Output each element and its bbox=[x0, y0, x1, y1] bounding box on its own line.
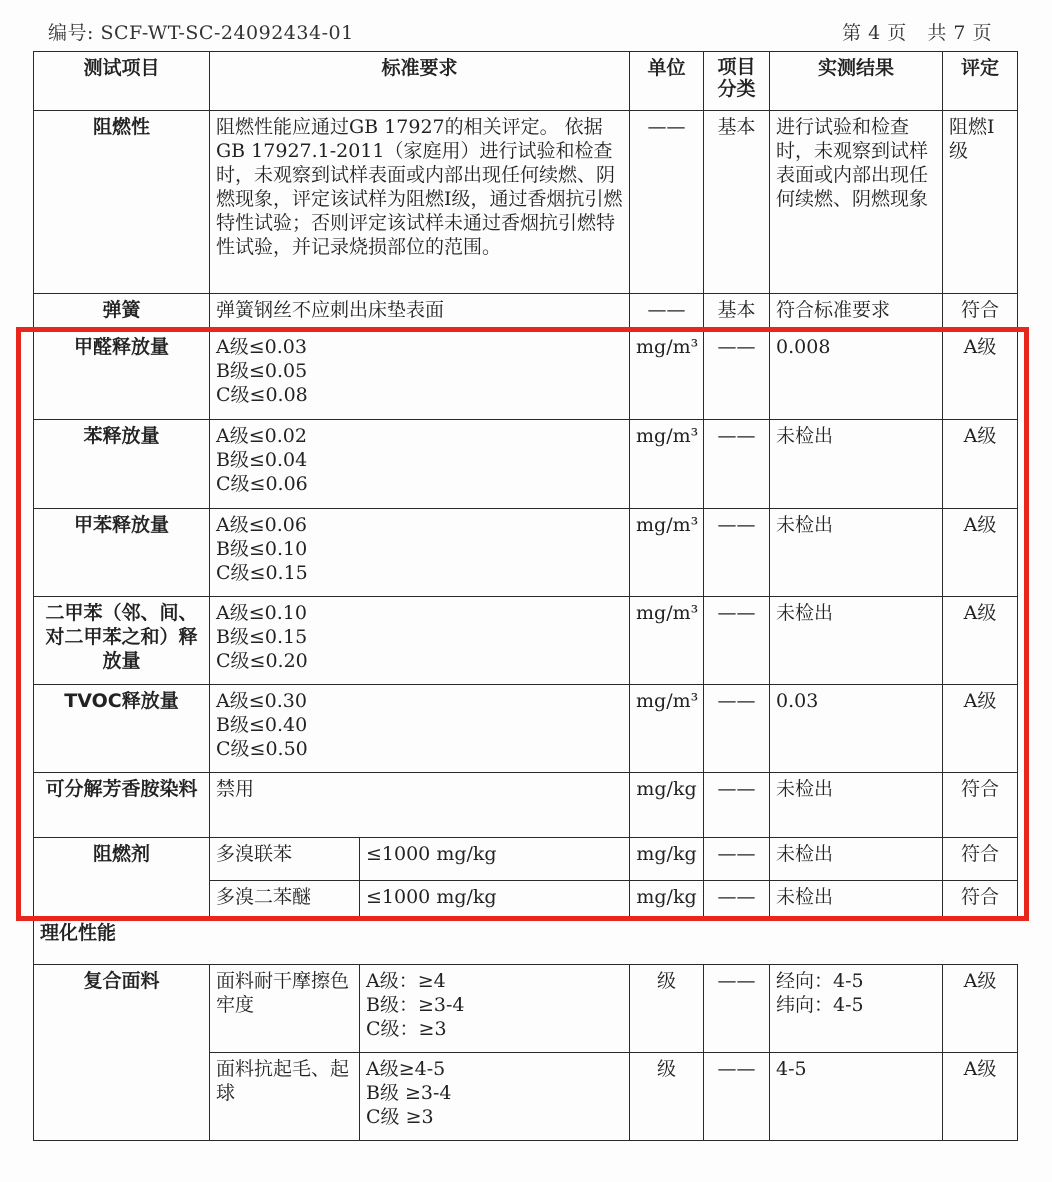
section-title: 理化性能 bbox=[34, 917, 1018, 965]
table-row bbox=[34, 838, 1018, 881]
result-cell: 未检出 bbox=[770, 509, 943, 597]
table-row bbox=[34, 965, 1018, 1053]
unit-cell: 级 bbox=[630, 965, 704, 1053]
grade-c: C级≤0.08 bbox=[216, 384, 308, 406]
verdict-cell: A级 bbox=[943, 420, 1018, 509]
sub-item-limit: ≤1000 mg/kg bbox=[360, 838, 630, 881]
table-row bbox=[34, 420, 1018, 509]
unit-cell: mg/m³ bbox=[630, 597, 704, 685]
verdict-cell: 符合 bbox=[943, 773, 1018, 838]
sub-item-limit: ≤1000 mg/kg bbox=[360, 881, 630, 917]
result-weft: 纬向：4-5 bbox=[776, 994, 864, 1016]
col-header-result: 实测结果 bbox=[770, 52, 943, 111]
sub-item-name: 面料耐干摩擦色牢度 bbox=[210, 965, 360, 1053]
result-cell: 符合标准要求 bbox=[770, 294, 943, 331]
grade-c: C级≤0.20 bbox=[216, 650, 308, 672]
unit-cell: —— bbox=[630, 294, 704, 331]
table-row bbox=[34, 111, 1018, 294]
unit-cell: mg/m³ bbox=[630, 331, 704, 420]
table-header-row bbox=[34, 52, 1018, 111]
result-cell: 进行试验和检查时，未观察到试样表面或内部出现任何续燃、阴燃现象 bbox=[770, 111, 943, 294]
grade-limits bbox=[360, 965, 630, 1053]
col-header-verdict: 评定 bbox=[943, 52, 1018, 111]
col-header-item: 测试项目 bbox=[34, 52, 210, 111]
grade-b: B级≤0.15 bbox=[216, 626, 308, 648]
grade-b: B级 ≥3-4 bbox=[366, 1082, 452, 1104]
page-total: 共 7 页 bbox=[927, 22, 992, 44]
table-row bbox=[34, 773, 1018, 838]
unit-cell: mg/kg bbox=[630, 881, 704, 917]
result-warp: 经向：4-5 bbox=[776, 970, 864, 992]
item-azo-dyes: 可分解芳香胺染料 bbox=[34, 773, 210, 838]
sub-item-name: 多溴二苯醚 bbox=[210, 881, 360, 917]
grade-c: C级≤0.15 bbox=[216, 562, 308, 584]
category-cell: —— bbox=[704, 509, 770, 597]
result-cell bbox=[770, 965, 943, 1053]
table-row bbox=[34, 331, 1018, 420]
table-row bbox=[34, 597, 1018, 685]
verdict-cell: A级 bbox=[943, 331, 1018, 420]
item-flame-retardancy: 阻燃性 bbox=[34, 111, 210, 294]
item-toluene: 甲苯释放量 bbox=[34, 509, 210, 597]
grade-a: A级≤0.02 bbox=[216, 425, 307, 447]
page-indicator bbox=[828, 18, 992, 45]
grade-b: B级≤0.05 bbox=[216, 360, 308, 382]
verdict-cell: 符合 bbox=[943, 294, 1018, 331]
grade-limits bbox=[360, 1053, 630, 1141]
result-cell: 0.03 bbox=[770, 685, 943, 773]
doc-number-label: 编号: bbox=[48, 22, 94, 44]
grade-b: B级：≥3-4 bbox=[366, 994, 465, 1016]
item-composite-fabric: 复合面料 bbox=[34, 965, 210, 1141]
verdict-cell: A级 bbox=[943, 1053, 1018, 1141]
category-cell: —— bbox=[704, 881, 770, 917]
sub-item-name: 面料抗起毛、起球 bbox=[210, 1053, 360, 1141]
grade-limits bbox=[210, 597, 630, 685]
col-header-unit: 单位 bbox=[630, 52, 704, 111]
category-cell: —— bbox=[704, 838, 770, 881]
item-benzene: 苯释放量 bbox=[34, 420, 210, 509]
item-xylene: 二甲苯（邻、间、对二甲苯之和）释放量 bbox=[34, 597, 210, 685]
result-cell: 4-5 bbox=[770, 1053, 943, 1141]
category-cell: —— bbox=[704, 331, 770, 420]
unit-cell: mg/m³ bbox=[630, 420, 704, 509]
doc-number-value: SCF-WT-SC-24092434-01 bbox=[100, 22, 354, 44]
category-cell: 基本 bbox=[704, 111, 770, 294]
test-results-table bbox=[33, 51, 1018, 1141]
category-cell: —— bbox=[704, 965, 770, 1053]
grade-limits bbox=[210, 685, 630, 773]
verdict-cell: A级 bbox=[943, 965, 1018, 1053]
requirement-text: 弹簧钢丝不应刺出床垫表面 bbox=[210, 294, 630, 331]
grade-a: A级≤0.03 bbox=[216, 336, 307, 358]
grade-limits bbox=[210, 509, 630, 597]
requirement-text: 禁用 bbox=[210, 773, 630, 838]
unit-cell: mg/m³ bbox=[630, 685, 704, 773]
unit-cell: mg/kg bbox=[630, 838, 704, 881]
verdict-cell: A级 bbox=[943, 509, 1018, 597]
grade-a: A级≤0.06 bbox=[216, 514, 307, 536]
col-header-category: 项目分类 bbox=[704, 52, 770, 111]
table-row bbox=[34, 509, 1018, 597]
item-tvoc: TVOC释放量 bbox=[34, 685, 210, 773]
grade-a: A级：≥4 bbox=[366, 970, 446, 992]
category-cell: —— bbox=[704, 420, 770, 509]
verdict-cell: A级 bbox=[943, 685, 1018, 773]
verdict-cell: 符合 bbox=[943, 881, 1018, 917]
result-cell: 未检出 bbox=[770, 420, 943, 509]
grade-c: C级≤0.50 bbox=[216, 738, 308, 760]
category-cell: 基本 bbox=[704, 294, 770, 331]
item-spring: 弹簧 bbox=[34, 294, 210, 331]
result-cell: 未检出 bbox=[770, 838, 943, 881]
verdict-cell: 阻燃Ⅰ级 bbox=[943, 111, 1018, 294]
grade-a: A级≤0.10 bbox=[216, 602, 307, 624]
table-row bbox=[34, 685, 1018, 773]
doc-number bbox=[48, 18, 354, 45]
grade-a: A级≤0.30 bbox=[216, 690, 307, 712]
unit-cell: mg/m³ bbox=[630, 509, 704, 597]
grade-b: B级≤0.04 bbox=[216, 449, 308, 471]
item-formaldehyde: 甲醛释放量 bbox=[34, 331, 210, 420]
section-row bbox=[34, 917, 1018, 965]
category-cell: —— bbox=[704, 685, 770, 773]
table-row bbox=[34, 294, 1018, 331]
unit-cell: 级 bbox=[630, 1053, 704, 1141]
category-cell: —— bbox=[704, 773, 770, 838]
grade-limits bbox=[210, 420, 630, 509]
unit-cell: —— bbox=[630, 111, 704, 294]
unit-cell: mg/kg bbox=[630, 773, 704, 838]
grade-c: C级≤0.06 bbox=[216, 473, 308, 495]
result-cell: 0.008 bbox=[770, 331, 943, 420]
sub-item-name: 多溴联苯 bbox=[210, 838, 360, 881]
page-current: 第 4 页 bbox=[842, 22, 907, 44]
col-header-requirement: 标准要求 bbox=[210, 52, 630, 111]
grade-b: B级≤0.40 bbox=[216, 714, 308, 736]
item-flame-retardant: 阻燃剂 bbox=[34, 838, 210, 917]
result-cell: 未检出 bbox=[770, 881, 943, 917]
verdict-cell: A级 bbox=[943, 597, 1018, 685]
grade-b: B级≤0.10 bbox=[216, 538, 308, 560]
grade-a: A级≥4-5 bbox=[366, 1058, 446, 1080]
grade-c: C级 ≥3 bbox=[366, 1106, 434, 1128]
category-cell: —— bbox=[704, 597, 770, 685]
requirement-text: 阻燃性能应通过GB 17927的相关评定。 依据GB 17927.1-2011（家庭用）进行试验和检查时，未观察到试样表面或内部出现任何续燃、阴燃现象，评定该试样为阻燃Ⅰ级，通过香烟抗引燃特性试验；否则评定该试样未通过香烟抗引燃特性试验，并记录烧损部位的范围。 bbox=[210, 111, 630, 294]
result-cell: 未检出 bbox=[770, 597, 943, 685]
grade-limits bbox=[210, 331, 630, 420]
verdict-cell: 符合 bbox=[943, 838, 1018, 881]
category-cell: —— bbox=[704, 1053, 770, 1141]
result-cell: 未检出 bbox=[770, 773, 943, 838]
grade-c: C级：≥3 bbox=[366, 1018, 447, 1040]
